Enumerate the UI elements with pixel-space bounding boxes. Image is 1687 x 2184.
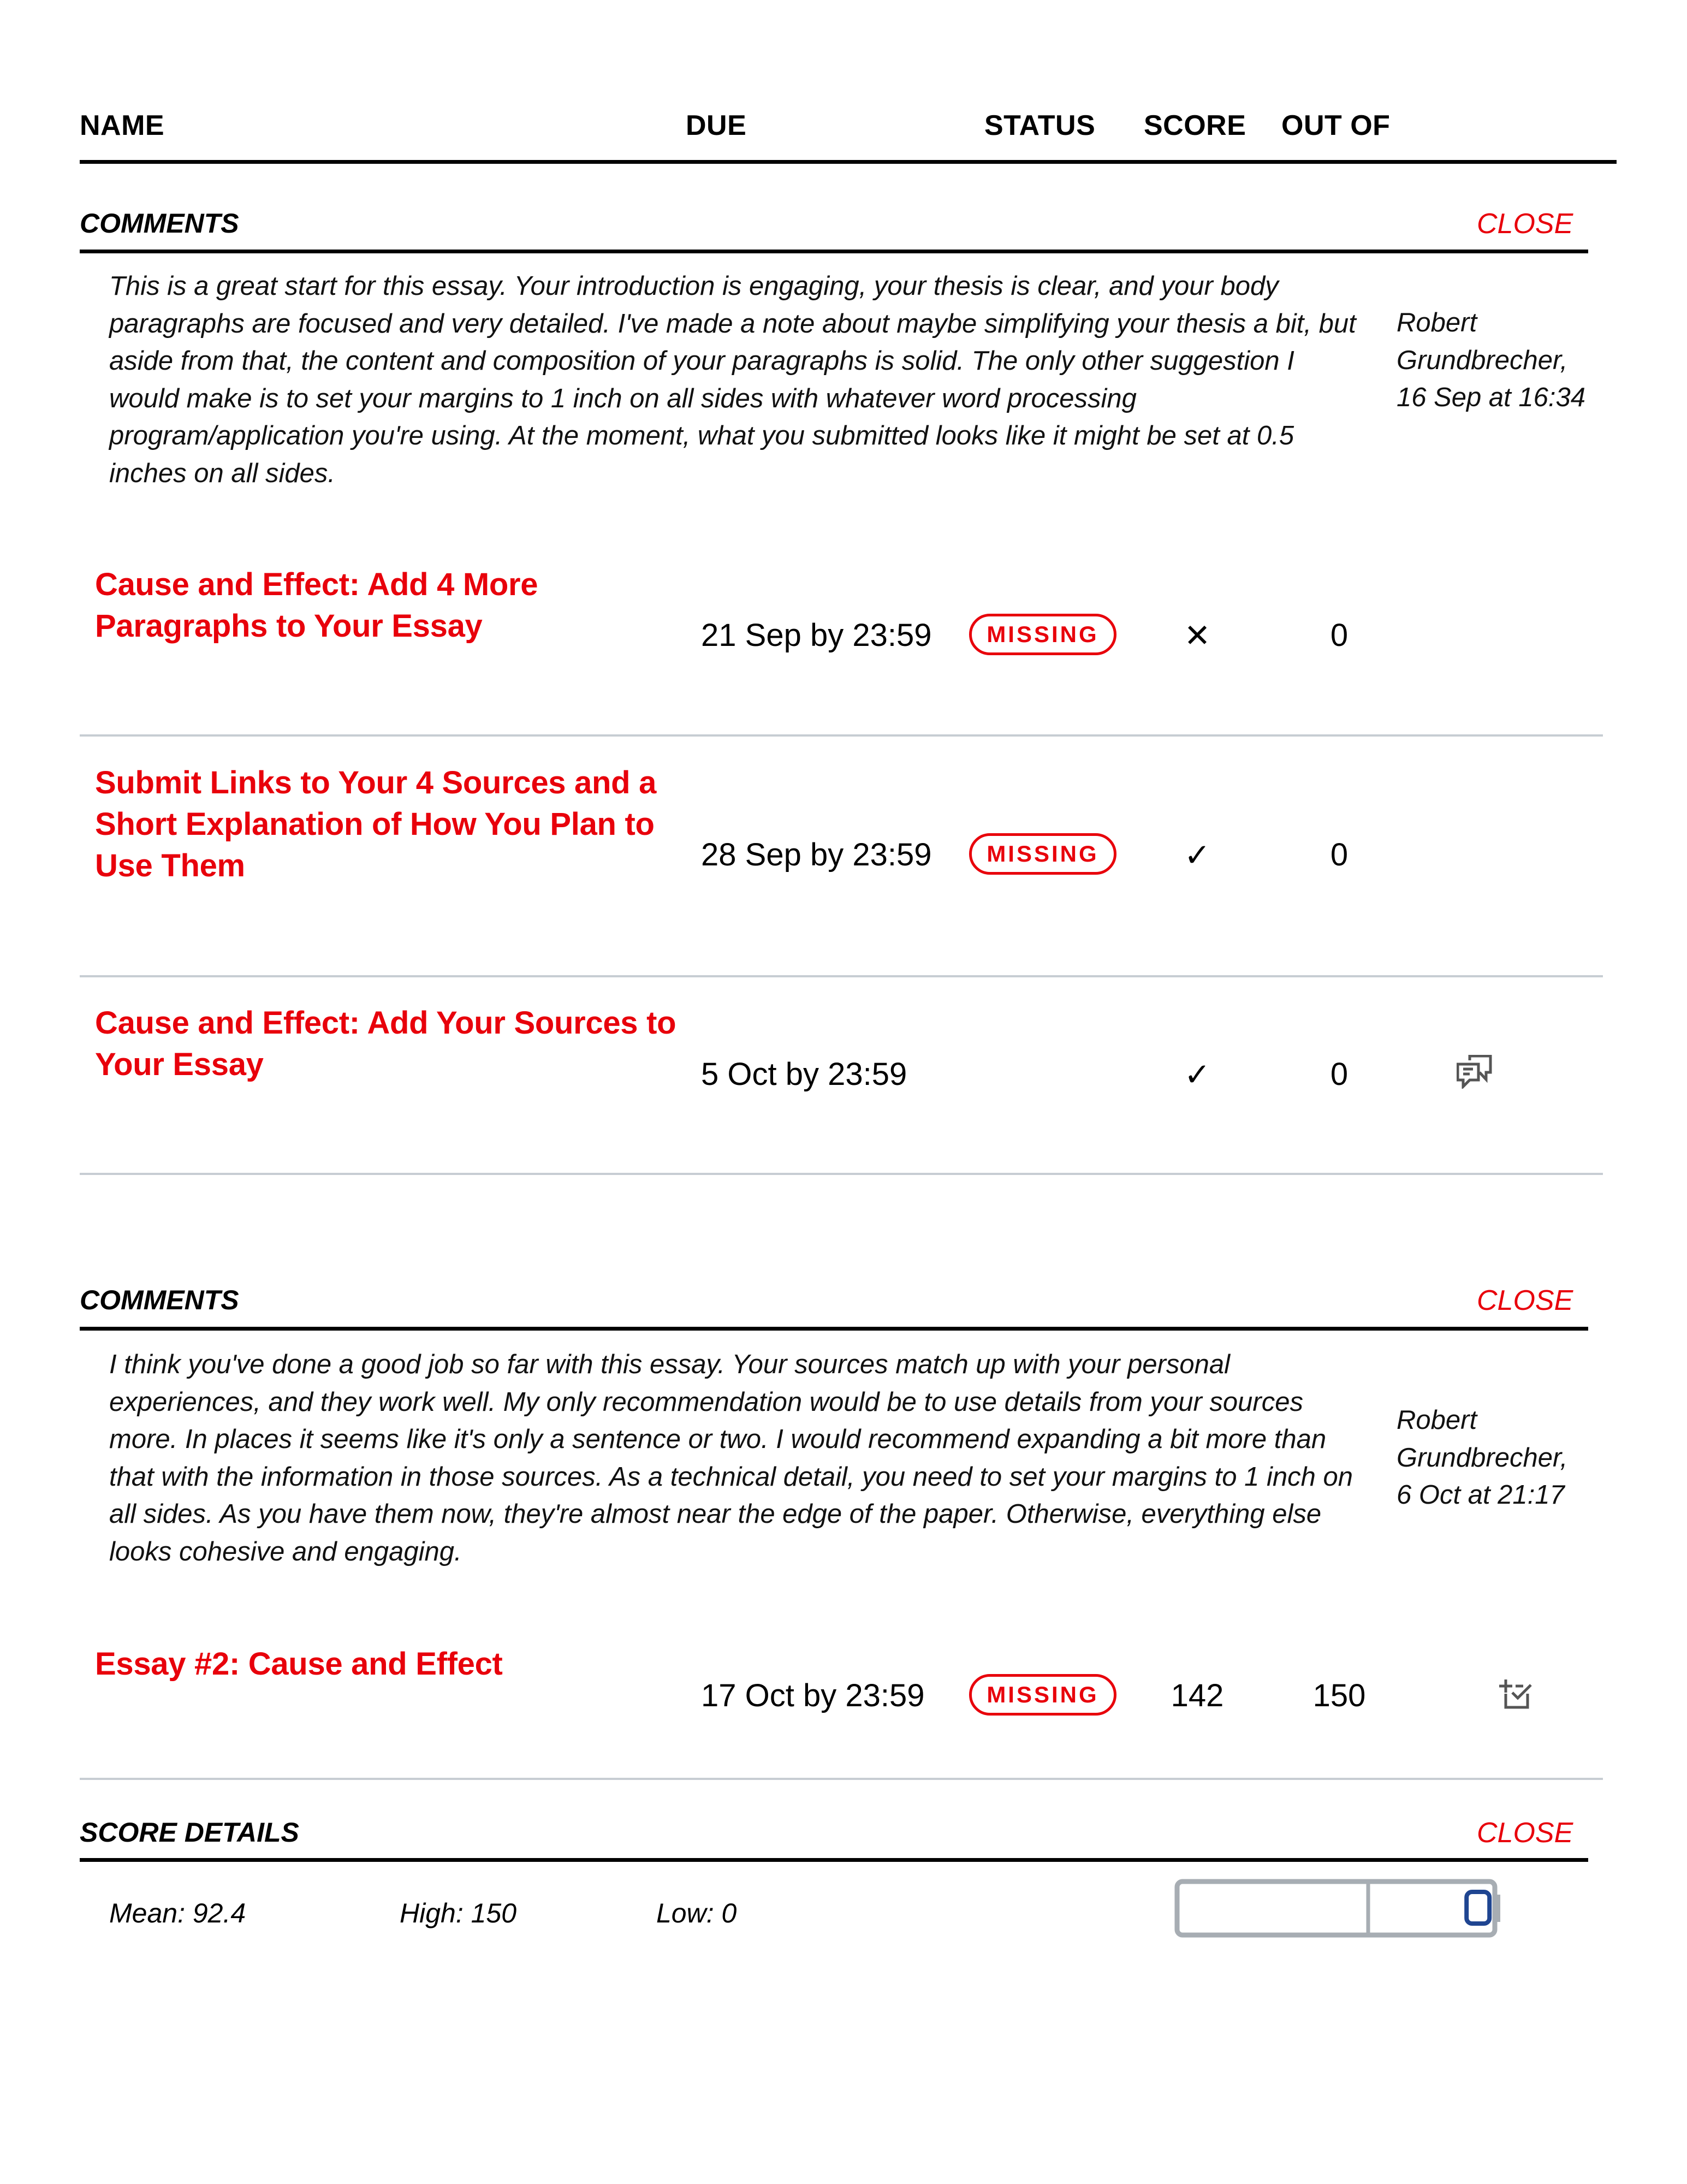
due-date: 5 Oct by 23:59 <box>701 1057 907 1092</box>
column-header-score[interactable]: SCORE <box>1144 110 1246 141</box>
column-header-name[interactable]: NAME <box>80 110 165 141</box>
mean-score: Mean: 92.4 <box>109 1898 246 1928</box>
comment-timestamp: 16 Sep at 16:34 <box>1397 383 1586 412</box>
your-score-marker <box>1466 1892 1489 1924</box>
assignment-link[interactable]: Cause and Effect: Add Your Sources to Your Essay <box>95 1005 676 1082</box>
low-score: Low: 0 <box>656 1898 737 1928</box>
assignment-link[interactable]: Cause and Effect: Add 4 More Paragraphs to Your Essay <box>95 567 538 644</box>
score-value: 142 <box>1171 1678 1224 1713</box>
assignment-link[interactable]: Submit Links to Your 4 Sources and a Short Explanation of How You Plan to Use Them <box>95 765 657 883</box>
out-of-value: 0 <box>1330 1057 1349 1092</box>
comment-timestamp: 6 Oct at 21:17 <box>1397 1480 1565 1510</box>
high-score: High: 150 <box>400 1898 517 1928</box>
out-of-value: 0 <box>1330 837 1349 873</box>
due-date: 28 Sep by 23:59 <box>701 837 932 873</box>
column-header-status[interactable]: STATUS <box>984 110 1096 141</box>
box-plot-whisker-cap <box>1495 1895 1500 1922</box>
comment-author-block <box>1397 1402 1615 1514</box>
checkmark-icon: ✓ <box>1184 1057 1211 1093</box>
comment-author: Robert Grundbrecher, <box>1397 308 1568 375</box>
due-date: 21 Sep by 23:59 <box>701 618 932 653</box>
close-comments-button[interactable]: CLOSE <box>1477 1285 1573 1316</box>
column-header-due[interactable]: DUE <box>686 110 747 141</box>
comments-icon[interactable] <box>1457 1055 1495 1091</box>
comment-text: This is a great start for this essay. Your introduction is engaging, your thesis is clear, and your body paragraphs are focused and very detailed. I've made a note about maybe simplifying your thesis a bit, but aside from that, the content and composition of your paragraphs is solid. The only other suggestion I would make is to set your margins to 1 inch on all sides with whatever word processing program/application you're using. At the moment, what you submitted looks like it might be set at 0.5 inches on all sides. <box>109 271 1356 488</box>
score-details-divider <box>80 1858 1588 1862</box>
out-of-value: 150 <box>1312 1678 1366 1713</box>
close-score-details-button[interactable]: CLOSE <box>1477 1817 1573 1849</box>
column-header-out-of[interactable]: OUT OF <box>1281 110 1391 141</box>
missing-status-badge: MISSING <box>969 614 1116 655</box>
comment-author: Robert Grundbrecher, <box>1397 1405 1568 1473</box>
row-divider <box>80 975 1603 977</box>
comment-text: I think you've done a good job so far with this essay. Your sources match up with your personal experiences, and they work well. My only recommendation would be to use details from your sources more. In places it seems like it's only a sentence or two. I would recommend expanding a bit more than that with the information in those sources. As a technical detail, you need to set your margins to 1 inch on all sides. As you have them now, they're almost near the edge of the paper. Otherwise, everything else looks cohesive and engaging. <box>109 1350 1353 1566</box>
header-divider <box>80 160 1617 164</box>
out-of-value: 0 <box>1330 618 1349 653</box>
comments-divider <box>80 250 1588 253</box>
box-plot-range <box>1177 1882 1495 1935</box>
comments-divider <box>80 1327 1588 1331</box>
comment-author-block <box>1397 304 1615 417</box>
score-box-plot <box>1174 1878 1512 1941</box>
assignment-link[interactable]: Essay #2: Cause and Effect <box>95 1646 503 1682</box>
row-divider <box>80 734 1603 737</box>
close-comments-button[interactable]: CLOSE <box>1477 208 1573 240</box>
missing-status-badge: MISSING <box>969 1674 1116 1716</box>
missing-status-badge: MISSING <box>969 833 1116 875</box>
comments-heading: COMMENTS <box>80 1285 239 1315</box>
rubric-icon[interactable] <box>1498 1678 1533 1712</box>
comments-heading: COMMENTS <box>80 208 239 239</box>
score-details-heading: SCORE DETAILS <box>80 1817 299 1848</box>
x-icon: ✕ <box>1184 618 1211 654</box>
row-divider <box>80 1173 1603 1175</box>
checkmark-icon: ✓ <box>1184 838 1211 873</box>
row-divider <box>80 1778 1603 1780</box>
due-date: 17 Oct by 23:59 <box>701 1678 925 1713</box>
